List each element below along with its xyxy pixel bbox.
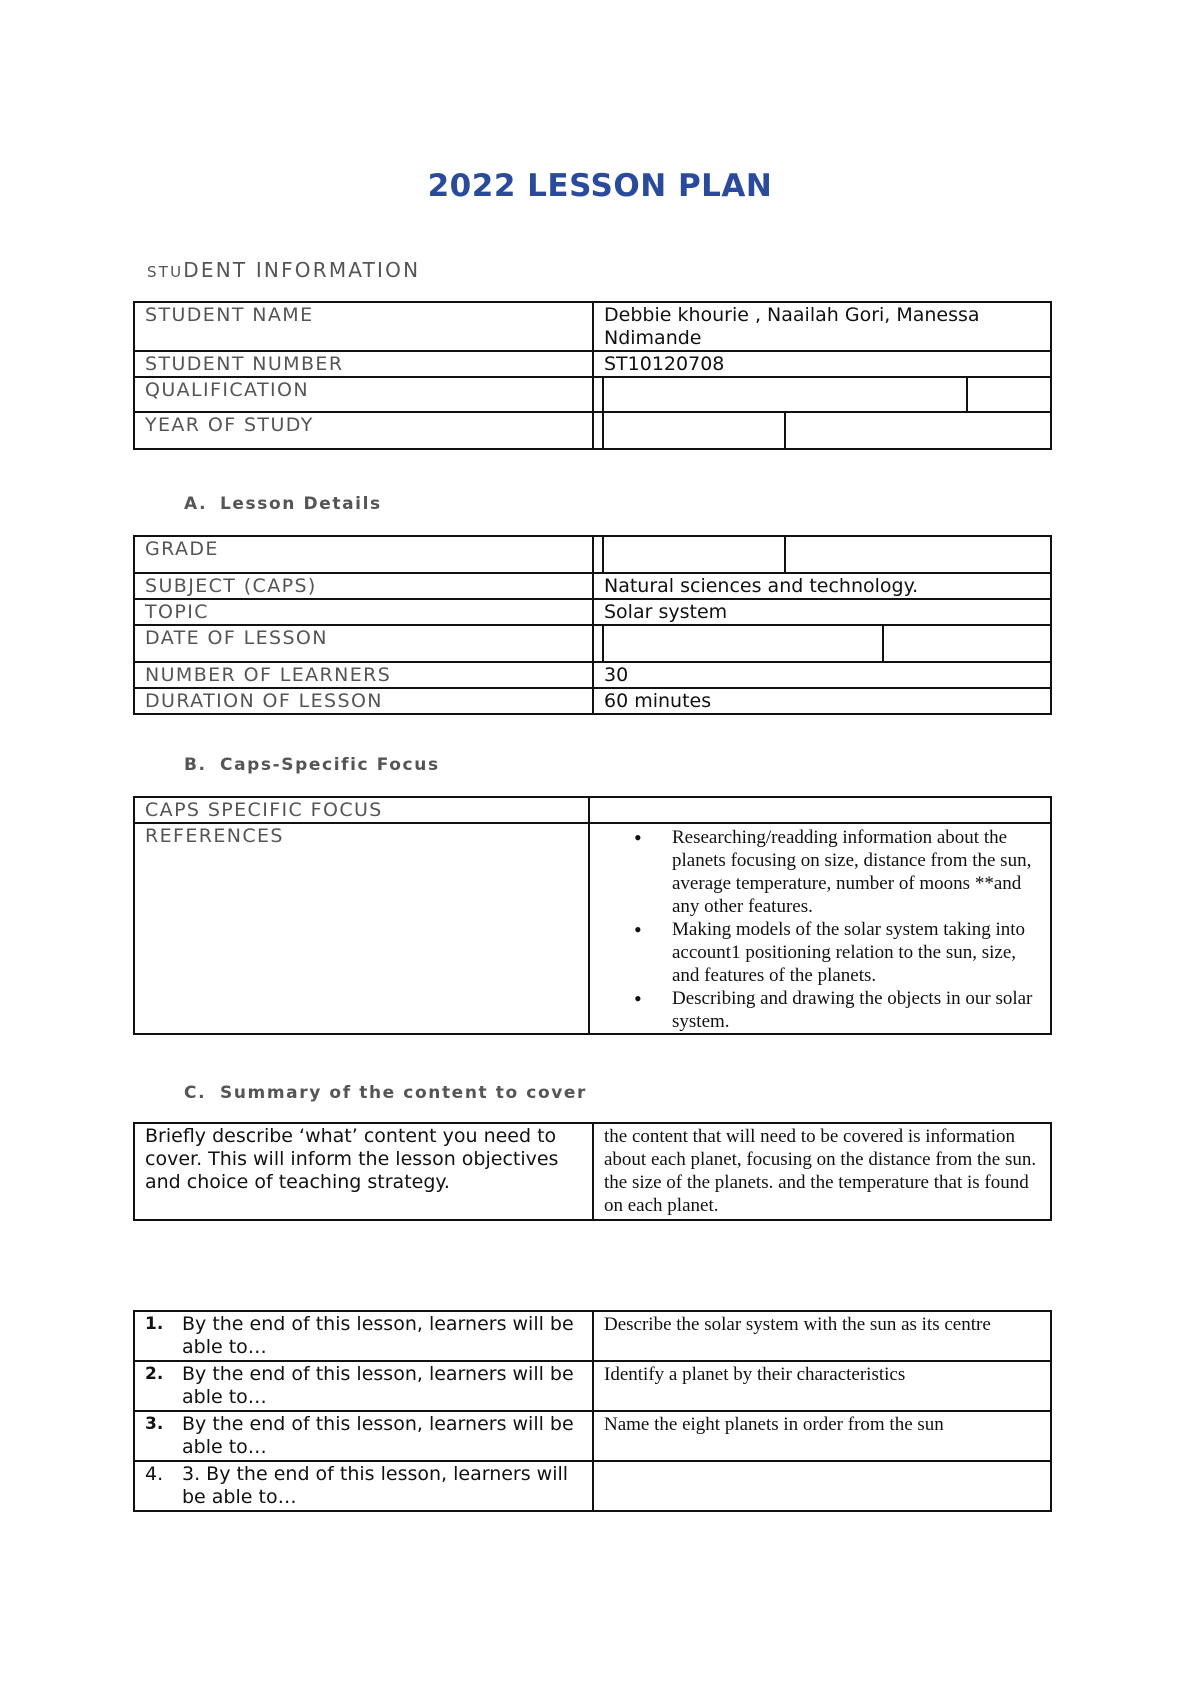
- year-of-study-value: [593, 412, 1051, 449]
- table-row: [134, 688, 1051, 714]
- number-of-learners-value: 30: [593, 662, 1051, 688]
- list-item: • Making models of the solar system taking into account1 positioning relation to the sun, size, and features of the planets.: [672, 918, 1042, 987]
- student-name-label: STUDENT NAME: [134, 302, 593, 351]
- caps-focus-label: CAPS SPECIFIC FOCUS: [134, 797, 589, 823]
- date-of-lesson-label: DATE OF LESSON: [134, 625, 593, 662]
- page-title: 2022 LESSON PLAN: [427, 168, 773, 204]
- references-list: [590, 826, 1042, 1033]
- table-row: [134, 823, 1051, 1034]
- outcome-prompt: 3. By the end of this lesson, learners will be able to…: [134, 1411, 593, 1461]
- table-row: [134, 412, 1051, 449]
- grade-value: [593, 536, 1051, 573]
- number-of-learners-label: NUMBER OF LEARNERS: [134, 662, 593, 688]
- outcome-answer: [593, 1461, 1051, 1511]
- outcomes-table: [133, 1310, 1052, 1512]
- summary-heading: C. Summary of the content to cover: [184, 1083, 588, 1103]
- outcome-prompt: 1. By the end of this lesson, learners will be able to…: [134, 1311, 593, 1361]
- student-number-label: STUDENT NUMBER: [134, 351, 593, 377]
- caps-focus-heading: B. Caps-Specific Focus: [184, 755, 440, 775]
- references-value: [589, 823, 1051, 1034]
- table-row: [134, 351, 1051, 377]
- table-row: [134, 599, 1051, 625]
- duration-label: DURATION OF LESSON: [134, 688, 593, 714]
- list-item: • Describing and drawing the objects in our solar system.: [672, 987, 1042, 1033]
- caps-focus-table: [133, 796, 1052, 1035]
- table-row: [134, 302, 1051, 351]
- grade-label: GRADE: [134, 536, 593, 573]
- table-row: [134, 536, 1051, 573]
- table-row: [134, 662, 1051, 688]
- table-row: [134, 1461, 1051, 1511]
- outcome-answer: Name the eight planets in order from the sun: [593, 1411, 1051, 1461]
- outcome-prompt: 4. 3. By the end of this lesson, learners will be able to…: [134, 1461, 593, 1511]
- date-of-lesson-value: [593, 625, 1051, 662]
- qualification-value: [593, 377, 1051, 412]
- subject-label: SUBJECT (CAPS): [134, 573, 593, 599]
- table-row: [134, 797, 1051, 823]
- duration-value: 60 minutes: [593, 688, 1051, 714]
- table-row: [134, 625, 1051, 662]
- topic-label: TOPIC: [134, 599, 593, 625]
- caps-focus-value: [589, 797, 1051, 823]
- topic-value: Solar system: [593, 599, 1051, 625]
- summary-table: [133, 1122, 1052, 1221]
- outcome-answer: Describe the solar system with the sun as its centre: [593, 1311, 1051, 1361]
- table-row: [134, 1123, 1051, 1220]
- summary-prompt: Briefly describe ‘what’ content you need to cover. This will inform the lesson objectives and choice of teaching strategy.: [134, 1123, 593, 1220]
- lesson-details-table: [133, 535, 1052, 715]
- lesson-details-heading: A. Lesson Details: [184, 494, 382, 514]
- student-info-heading: STUDENT INFORMATION: [147, 258, 421, 282]
- table-row: [134, 1361, 1051, 1411]
- student-name-value: Debbie khourie , Naailah Gori, Manessa Ndimande: [593, 302, 1051, 351]
- references-label: REFERENCES: [134, 823, 589, 1034]
- student-info-table: [133, 301, 1052, 450]
- list-item: • Researching/readding information about the planets focusing on size, distance from the sun, average temperature, number of moons **and any other features.: [672, 826, 1042, 918]
- qualification-label: QUALIFICATION: [134, 377, 593, 412]
- table-row: [134, 1311, 1051, 1361]
- table-row: [134, 1411, 1051, 1461]
- outcome-answer: Identify a planet by their characteristics: [593, 1361, 1051, 1411]
- table-row: [134, 573, 1051, 599]
- subject-value: Natural sciences and technology.: [593, 573, 1051, 599]
- summary-answer: the content that will need to be covered is information about each planet, focusing on the distance from the sun. the size of the planets. and the temperature that is found on each planet.: [593, 1123, 1051, 1220]
- table-row: [134, 377, 1051, 412]
- year-of-study-label: YEAR OF STUDY: [134, 412, 593, 449]
- student-number-value: ST10120708: [593, 351, 1051, 377]
- outcome-prompt: 2. By the end of this lesson, learners will be able to…: [134, 1361, 593, 1411]
